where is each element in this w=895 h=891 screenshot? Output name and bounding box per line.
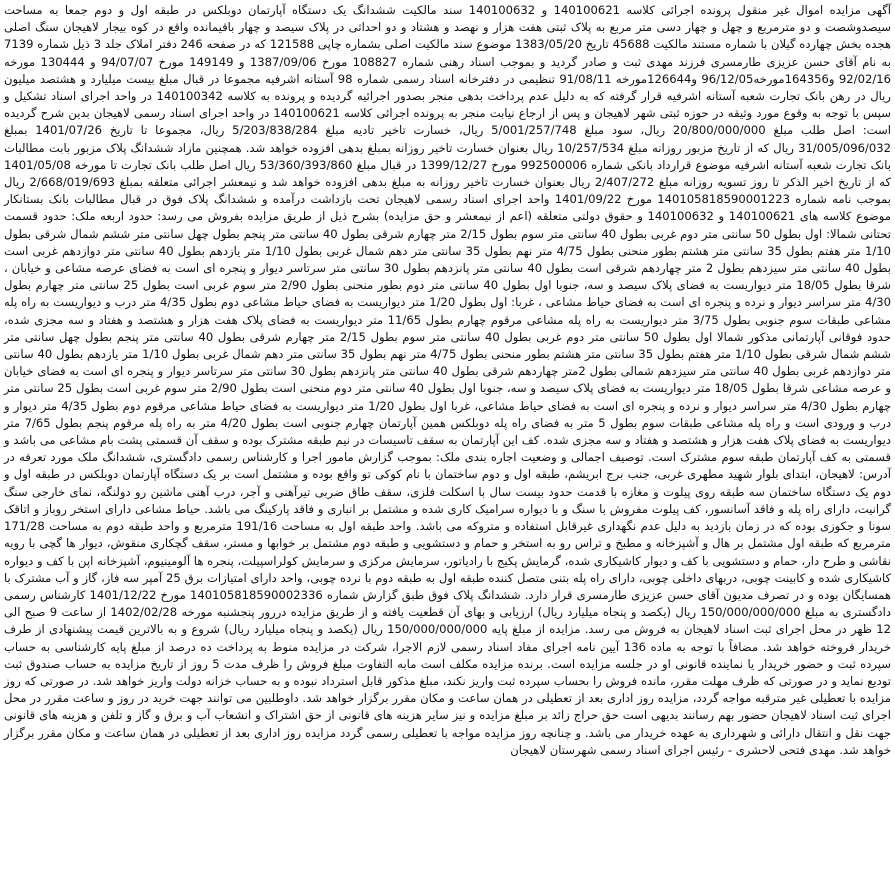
auction-notice-text: آگهی مزایده اموال غیر منقول پرونده اجرائی کلاسه 140100621 و 140100632 سند مالکیت ششدانگ یک دستگاه آپارتمان دوبلکس در طبقه اول و دوم جمعا به مساحت سیصدوشصت و دو مترمربع و چهل و چهار دسی متر مربع به پلاک ثبتی هفت هزار و نهصد و هشتاد و دو احداثی در پلاک سیصد و چهار باقیمانده واقع در کوه بیجار لاهیجان سنگ اصلی هجده بخش چهارده گیلان با شماره مستند مالکیت 45688 تاریخ 1383/05/20 موضوع سند مالکیت اصلی بشماره چاپی 121588 که در صفحه 246 دفتر املاک جلد 3 ذیل شماره 7139 به نام آقای حسن عزیزی طارمسری فرزند مهدی ثبت و صادر گردید و بموجب اسناد رهنی شماره 108827 مورخ 1387/09/06 و 149149 مورخ 94/07/07 و 130444 مورخه 92/02/16 و164356مورخه96/12/05 و126644مورخه 91/08/11 تنظیمی در دفترخانه اسناد رسمی شماره 98 آستانه اشرفیه مجموعا در قبال مبلغ بیست میلیارد و هشتصد میلیون ریال در رهن بانک تجارت شعبه آستانه اشرفیه قرار گرفته که به دلیل عدم پرداخت بدهی منجر بصدور اجرائیه گردیده و پرونده به کلاسه 140100342 در واحد اجرای اسناد تشکیل و سپس با توجه به وقوع مورد وثیقه در حوزه ثبتی شهر لاهیجان و پس از ارجاع نیابت منجر به پرونده اجرائی کلاسه 140100621 در واحد اجرای اسناد رسمی لاهیجان بدین شرح گردیده است: اصل طلب مبلغ 20/800/000/000 ریال، سود مبلغ 5/001/257/748 ریال، خسارت تاخیر تادیه مبلغ 5/203/838/284 ریال، مجموعا تا تاریخ 1401/07/26 بمبلغ 31/005/096/032 ریال که از تاریخ مزبور روزانه مبلغ 10/257/534 ریال بعنوان خسارت تاخیر روزانه بمبلغ بدهی افزوده خواهد شد. همچنین مازاد ششدانگ پلاک مزبور بابت مطالبات بانک تجارت شعبه آستانه اشرفیه موضوع قرارداد بانکی شماره 992500006 مورخ 1399/12/27 در قبال مبلغ 53/360/393/860 ریال اصل طلب بانک تجارت تا مورخه 1401/05/08 که از تاریخ اخیر الذکر تا روز تسویه روزانه مبلغ 2/407/272 ریال بعنوان خسارت تاخیر روزانه به مبلغ بدهی افزوده خواهد شد و نیمعشر اجرائی متعلقه بمبلغ 2/668/019/693 ریال بموجب نامه شماره 140105818590001223 مورخ 1401/09/22 واحد اجرای اسناد رسمی لاهیجان تحت بازداشت درآمده و ششدانگ پلاک فوق در قبال مطالبات بانک بستانکار موضوع کلاسه های 140100621 و 140100632 و حقوق دولتی متعلقه (اعم از نیمعشر و حق مزایده) بشرح ذیل از طریق مزایده بفروش می رسد: حدود اربعه ملک: حدود قسمت تحتانی شمالا: اول بطول 50 سانتی متر دوم غربی بطول 40 سانتی متر سوم بطول 2/15 متر چهارم شرقی بطول 40 سانتی متر پنجم بطول چهل سانتی متر ششم شمال شرقی بطول 1/10 متر هفتم بطول 35 سانتی متر هشتم بطور منحنی بطول 4/75 متر نهم بطول 35 سانتی متر دهم شمال غربی بطول 1/10 متر یازدهم بطول 40 سانتی متر دوازدهم غربی است بطول 40 سانتی متر سیزدهم بطول 2 متر چهاردهم شرقی است بطول 40 سانتی متر پانزدهم بطول 30 سانتی متر سرتاسر دیوار و پنجره ای است به فضای عرصه مشاعی و خیابان ، شرقا بطول 18/05 متر دیواریست به فضای پلاک سیصد و سه، جنوبا اول بطول 40 سانتی متر دوم بطور منحنی بطول 2/90 متر سوم غربی است بطول 25 سانتی متر چهارم بطول 4/30 متر سراسر دیوار و نرده و پنجره ای است به فضای حیاط مشاعی ، غربا: اول بطول 1/20 متر دیواریست به فضای حیاط مشاعی دوم بطول 4/35 متر درب و دیواریست به راه پله مشاعی طبقات سوم جنوبی بطول 3/75 متر دیواریست به راه پله مشاعی مرقوم چهارم بطول 11/65 متر دیواریست به فضای پلاک هفت هزار و هشتصد و هفتاد و سه مجزی شده، حدود فوقانی آپارتمانی مذکور شمالا اول بطول 50 سانتی متر دوم غربی بطول 40 سانتی متر سوم بطول 2/15 متر چهارم شرقی بطول 40 سانتی متر پنجم بطول چهل سانتی متر ششم شمال شرقی بطول 1/10 متر هفتم بطول 35 سانتی متر هشتم بطور منحنی بطول 4/75 متر نهم بطول 35 سانتی متر دهم شمال غربی بطول 1/10 متر یازدهم بطول 40 سانتی متر دوازدهم غربی بطول 40 سانتی متر سیزدهم شمالی بطول 2متر چهاردهم شرقی بطول 40 سانتی متر پانزدهم بطول 30 سانتی متر سرتاسر دیوار و پنجره ای است به فضای خیابان و عرصه مشاعی شرقا بطول 18/05 متر دیواریست به فضای پلاک سیصد و سه، جنوبا اول بطول 40 سانتی متر دوم منحنی است بطول 2/90 متر سوم غربی است بطول 25 سانتی متر چهارم بطول 4/30 متر سراسر دیوار و نرده و پنجره ای است به فضای حیاط مشاعی، غربا اول بطول 1/20 متر دیواریست به فضای حیاط مشاعی مرقوم دوم بطول 4/35 متر دیوار و درب و ورودی است و راه پله مشاعی طبقات سوم بطول 5 متر به فضای راه پله دوبلکس همین آپارتمان چهارم جنوبی است بطول 4/20 متر به راه پله مرقوم پنجم بطول 7/65 متر دیواریست به فضای پلاک هفت هزار و هشتصد و هفتاد و سه مجزی شده. کف این آپارتمان به سقف تاسیسات در نیم طبقه مشترک بوده و سقف آن قسمتی پشت بام مشاعی می باشد و قسمتی به کف آپارتمان طبقه سوم مشترک است. توصیف اجمالی و وضعیت اجاره بندی ملک: بموجب گزارش مامور اجرا و کارشناس رسمی دادگستری، ششدانگ ملک مورد تعرفه در آدرس: لاهیجان، ابتدای بلوار شهید مطهری غربی، جنب برج ابریشم، طبقه اول و دوم ساختمان با نام کوکی تو واقع بوده و مشتمل است بر یک دستگاه آپارتمان دوبلکس در طبقه اول و دوم یک دستگاه ساختمان سه طبقه روی پیلوت و مغازه با قدمت حدود بیست سال با اسکلت فلزی، سقف طاق ضربی تیرآهنی و آجر، درب آهنی ماشین رو دولنگه، نمای خارجی سنگ گرانیت، دارای راه پله و فاقد آسانسور، کف پیلوت مفروش با سنگ و با دیواره سرامیک کاری شده و مشتمل بر انباری و فاقد پارکینگ می باشد. حیاط مشاعی دارای استخر روباز و اتاقک سونا و جکوزی بوده که در زمان بازدید به دلیل عدم نگهداری غیرقابل استفاده و متروکه می باشد. واحد طبقه اول به مساحت 191/16 مترمربع و واحد طبقه دوم به مساحت 171/28 مترمربع که طبقه اول مشتمل بر هال و آشپزخانه و مطبخ و تراس رو به استخر و حمام و دستشویی و طبقه دوم مشتمل بر خوابها و مستر، سقف گچکاری منقوش، دیوار ها گچی با رویه نقاشی و طرح دار، حمام و دستشویی با کف و دیوار کاشیکاری شده، گرمایش پکیج با رادیاتور، سرمایش مرکزی و سرمایش کولراسپیلت، پنجره ها آلومینیوم، آشپزخانه اپن با کف و دیواره کاشیکاری شده و کابینت چوبی، دربهای داخلی چوبی، دارای راه پله بتنی متصل کننده طبقه اول به طبقه دوم با نرده چوبی، واحد دارای امتیازات برق 25 آمپر سه فاز، گاز و آب مشترک با همسایگان بوده و در تصرف مدیون آقای حسن عزیزی طارمسری قرار دارد. ششدانگ پلاک فوق طبق گزارش شماره 140105818590002336 مورخ 1401/12/22 کارشناس رسمی دادگستری به مبلغ 150/000/000/000 ریال (یکصد و پنجاه میلیارد ریال) ارزیابی و بهای آن قطعیت یافته و از طریق مزایده دررور پنجشنبه مورخه 1402/02/28 از ساعت 9 صبح الی 12 ظهر در محل اجرای ثبت اسناد لاهیجان به فروش می رسد. مزایده از مبلغ پایه 150/000/000/000 ریال (یکصد و پنجاه میلیارد ریال) شروع و به بالاترین قیمت پیشنهادی از طرف خریدار فروخته خواهد شد. مضافاً با توجه به ماده 136 آیین نامه اجرای مفاد اسناد رسمی لازم الاجرا، شرکت در مزایده منوط به پرداخت ده درصد از مبلغ پایه کارشناسی به حساب سپرده ثبت و حضور خریدار یا نماینده قانونی او در جلسه مزایده است. برنده مزایده مکلف است مابه التفاوت مبلغ فروش را ظرف مدت 5 روز از تاریخ مزایده به حساب صندوق ثبت تودیع نماید و در صورتی که ظرف مهلت مقرر، مانده فروش را بحساب سپرده ثبت واریز نکند، مبلغ مذکور قابل استرداد نبوده و به حساب خزانه دولت واریز خواهد شد. در صورتی که روز مزایده با تعطیلی غیر مترقبه مواجه گردد، مزایده روز اداری بعد از تعطیلی در همان ساعت و مکان مقرر برگزار خواهد شد. داوطلبین می توانند جهت خرید در روز و ساعت مقرر در محل اجرای ثبت اسناد لاهیجان حضور بهم رسانند بدیهی است حق حراج زائد بر مبلغ مزایده و نیز سایر هزینه های قانونی از حق اشتراک و انشعاب آب و برق و گاز و تلفن و هزینه های قانونی جهت نقل و انتقال دارائی و شهرداری به عهده خریدار می باشد. و چنانچه روز مزایده مواجه با تعطیلی رسمی گردد مزایده روز اداری بعد از تعطیلی در همان ساعت و مکان مقرر برگزار خواهد شد. مهدی فتحی لاحشری - رئیس اجرای اسناد رسمی شهرستان لاهیجان	[4, 3, 892, 757]
